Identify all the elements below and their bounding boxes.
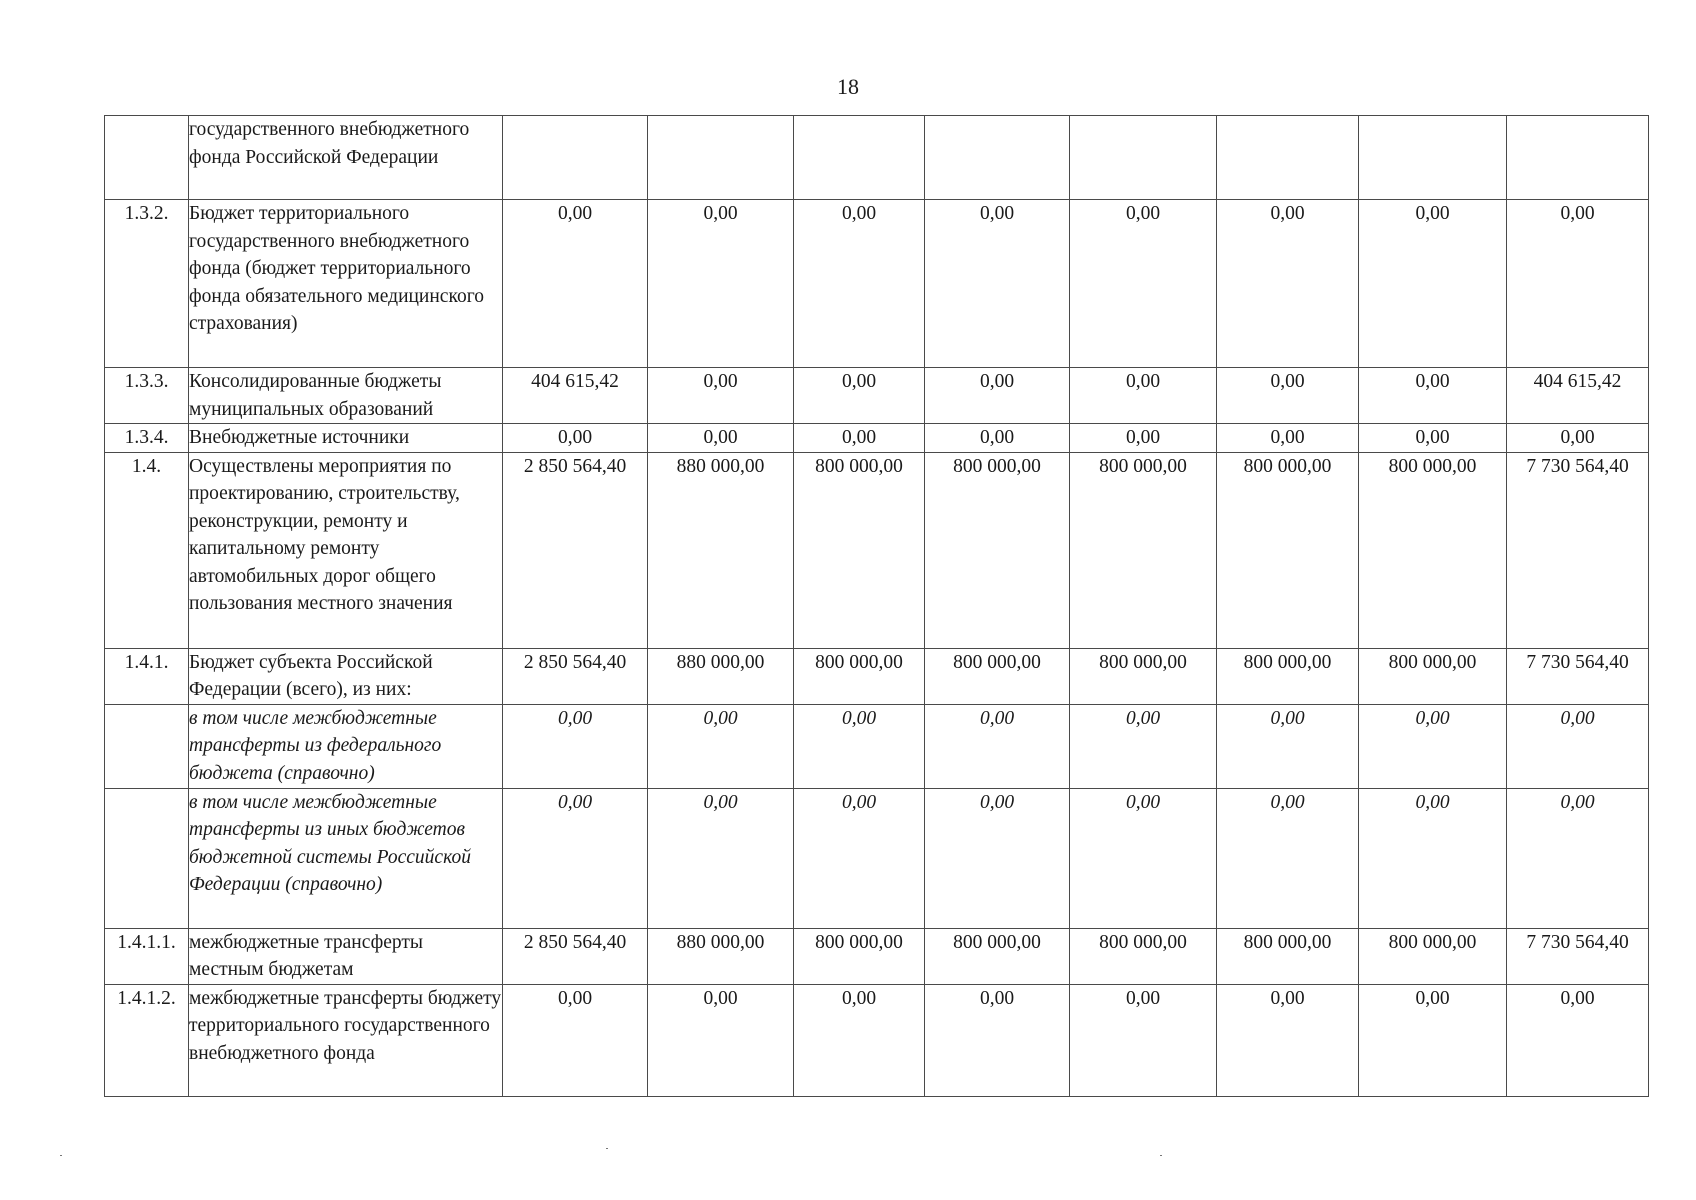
value-cell: 0,00 <box>1507 424 1649 453</box>
value-cell: 0,00 <box>1217 200 1359 368</box>
value-cell: 800 000,00 <box>794 648 925 704</box>
value-cell <box>1507 116 1649 200</box>
value-cell: 0,00 <box>794 368 925 424</box>
value-cell: 0,00 <box>1507 788 1649 928</box>
value-cell: 7 730 564,40 <box>1507 928 1649 984</box>
row-description: государственного внебюджетного фонда Российской Федерации <box>189 116 503 200</box>
value-cell: 800 000,00 <box>925 928 1070 984</box>
value-cell: 800 000,00 <box>1217 928 1359 984</box>
value-cell: 0,00 <box>1217 424 1359 453</box>
value-cell: 800 000,00 <box>1359 452 1507 648</box>
row-number: 1.4.1.1. <box>105 928 189 984</box>
table-row <box>105 984 1649 1096</box>
value-cell: 0,00 <box>794 984 925 1096</box>
value-cell: 0,00 <box>794 424 925 453</box>
table-row <box>105 928 1649 984</box>
value-cell: 0,00 <box>648 368 794 424</box>
value-cell: 880 000,00 <box>648 452 794 648</box>
value-cell: 880 000,00 <box>648 928 794 984</box>
value-cell: 0,00 <box>1507 984 1649 1096</box>
value-cell: 0,00 <box>1359 368 1507 424</box>
value-cell: 0,00 <box>925 704 1070 788</box>
value-cell: 7 730 564,40 <box>1507 648 1649 704</box>
table-body <box>105 116 1649 1097</box>
value-cell: 800 000,00 <box>1070 648 1217 704</box>
value-cell: 0,00 <box>794 704 925 788</box>
value-cell: 800 000,00 <box>1070 928 1217 984</box>
value-cell: 0,00 <box>503 200 648 368</box>
table-row <box>105 368 1649 424</box>
value-cell: 0,00 <box>503 984 648 1096</box>
value-cell: 0,00 <box>503 788 648 928</box>
value-cell: 800 000,00 <box>925 452 1070 648</box>
row-number <box>105 116 189 200</box>
value-cell: 0,00 <box>648 424 794 453</box>
value-cell: 0,00 <box>1217 368 1359 424</box>
value-cell: 7 730 564,40 <box>1507 452 1649 648</box>
row-description: в том числе межбюджетные трансферты из иных бюджетов бюджетной системы Российской Федерации (справочно) <box>189 788 503 928</box>
value-cell: 0,00 <box>925 984 1070 1096</box>
row-description: Осуществлены мероприятия по проектированию, строительству, реконструкции, ремонту и капитальному ремонту автомобильных дорог общего пользования местного значения <box>189 452 503 648</box>
row-description: межбюджетные трансферты бюджету территориального государственного внебюджетного фонда <box>189 984 503 1096</box>
value-cell: 800 000,00 <box>1217 452 1359 648</box>
value-cell <box>503 116 648 200</box>
value-cell: 0,00 <box>925 424 1070 453</box>
value-cell: 0,00 <box>925 368 1070 424</box>
value-cell: 0,00 <box>1070 200 1217 368</box>
value-cell: 800 000,00 <box>1217 648 1359 704</box>
row-description: Консолидированные бюджеты муниципальных образований <box>189 368 503 424</box>
row-number: 1.4.1. <box>105 648 189 704</box>
value-cell: 800 000,00 <box>1359 928 1507 984</box>
value-cell: 2 850 564,40 <box>503 928 648 984</box>
value-cell: 0,00 <box>648 200 794 368</box>
value-cell: 0,00 <box>1217 704 1359 788</box>
value-cell: 0,00 <box>1359 704 1507 788</box>
value-cell: 404 615,42 <box>503 368 648 424</box>
value-cell <box>1070 116 1217 200</box>
value-cell: 800 000,00 <box>794 452 925 648</box>
table-row <box>105 200 1649 368</box>
value-cell <box>648 116 794 200</box>
page-number: 18 <box>837 74 859 99</box>
value-cell: 0,00 <box>1070 704 1217 788</box>
value-cell: 0,00 <box>1359 984 1507 1096</box>
value-cell: 0,00 <box>1359 200 1507 368</box>
value-cell: 0,00 <box>503 704 648 788</box>
value-cell: 0,00 <box>648 788 794 928</box>
value-cell: 800 000,00 <box>794 928 925 984</box>
scan-speck <box>60 1155 62 1156</box>
value-cell: 0,00 <box>1359 424 1507 453</box>
budget-table <box>104 115 1649 1097</box>
value-cell: 0,00 <box>648 984 794 1096</box>
value-cell: 2 850 564,40 <box>503 648 648 704</box>
value-cell: 0,00 <box>794 200 925 368</box>
row-description: Бюджет субъекта Российской Федерации (всего), из них: <box>189 648 503 704</box>
value-cell: 0,00 <box>648 704 794 788</box>
value-cell: 800 000,00 <box>925 648 1070 704</box>
value-cell: 0,00 <box>794 788 925 928</box>
row-number: 1.3.4. <box>105 424 189 453</box>
value-cell: 0,00 <box>1217 788 1359 928</box>
value-cell: 0,00 <box>1507 200 1649 368</box>
value-cell: 0,00 <box>925 788 1070 928</box>
value-cell <box>1217 116 1359 200</box>
value-cell <box>1359 116 1507 200</box>
value-cell: 800 000,00 <box>1070 452 1217 648</box>
value-cell: 880 000,00 <box>648 648 794 704</box>
scan-speck <box>606 1148 608 1149</box>
row-number: 1.4.1.2. <box>105 984 189 1096</box>
row-description: межбюджетные трансферты местным бюджетам <box>189 928 503 984</box>
table-row <box>105 452 1649 648</box>
value-cell: 0,00 <box>1217 984 1359 1096</box>
value-cell: 0,00 <box>1070 424 1217 453</box>
value-cell: 0,00 <box>1070 984 1217 1096</box>
table-row <box>105 704 1649 788</box>
row-number: 1.3.2. <box>105 200 189 368</box>
value-cell: 0,00 <box>925 200 1070 368</box>
row-number <box>105 788 189 928</box>
table-row <box>105 788 1649 928</box>
value-cell: 0,00 <box>1507 704 1649 788</box>
value-cell: 0,00 <box>1070 368 1217 424</box>
scan-speck <box>1160 1155 1162 1156</box>
row-description: Бюджет территориального государственного внебюджетного фонда (бюджет территориального фонда обязательного медицинского страхования) <box>189 200 503 368</box>
row-description: Внебюджетные источники <box>189 424 503 453</box>
value-cell: 404 615,42 <box>1507 368 1649 424</box>
table-row <box>105 116 1649 200</box>
row-number <box>105 704 189 788</box>
value-cell: 800 000,00 <box>1359 648 1507 704</box>
table-row <box>105 424 1649 453</box>
value-cell <box>925 116 1070 200</box>
value-cell: 0,00 <box>1070 788 1217 928</box>
row-description: в том числе межбюджетные трансферты из федерального бюджета (справочно) <box>189 704 503 788</box>
row-number: 1.4. <box>105 452 189 648</box>
value-cell: 0,00 <box>1359 788 1507 928</box>
value-cell: 0,00 <box>503 424 648 453</box>
value-cell: 2 850 564,40 <box>503 452 648 648</box>
row-number: 1.3.3. <box>105 368 189 424</box>
value-cell <box>794 116 925 200</box>
table-row <box>105 648 1649 704</box>
